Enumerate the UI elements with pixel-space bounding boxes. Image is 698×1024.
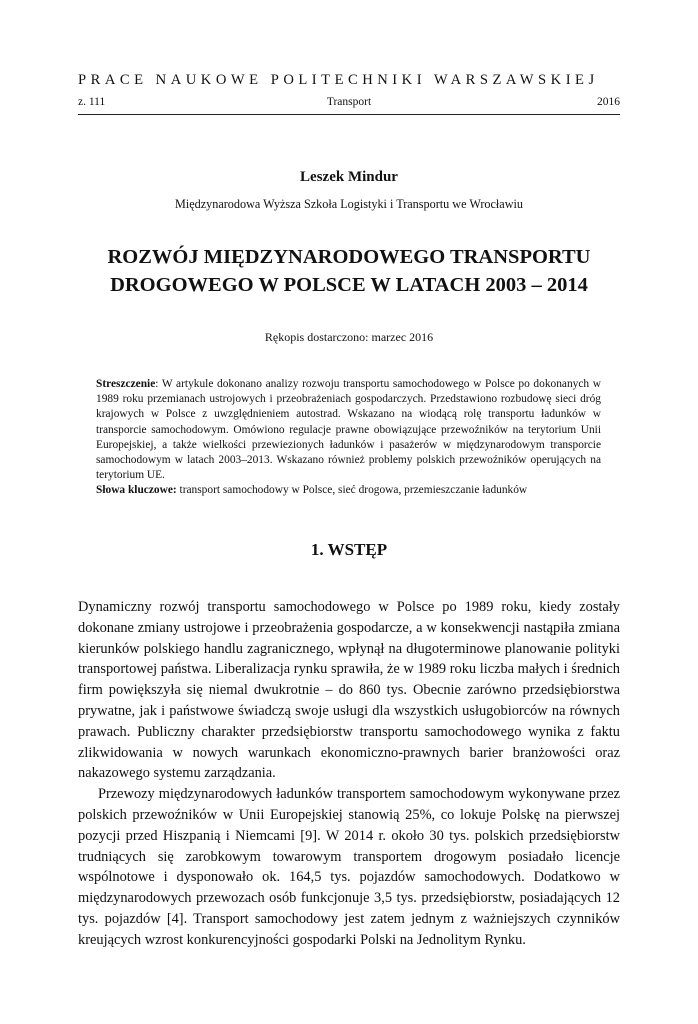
header-divider [78,114,620,115]
keywords-label: Słowa kluczowe: [96,484,177,497]
body-paragraph-1: Dynamiczny rozwój transportu samochodowego w Polsce po 1989 roku, kiedy zostały dokonane zmiany ustrojowe i przeobrażenia gospodarcze, a w konsekwencji nastąpiła zmiana kierunków polskiego handlu zagranicznego, wpłynął na długoterminowe planowanie polityki transportowej państwa. Liberalizacja rynku sprawiła, że w 1989 roku liczba małych i średnich firm powiększyła się niemal dwukrotnie – do 860 tys. Obecnie zarówno przedsiębiorstwa prywatne, jak i państwowe świadczą swoje usługi dla wszystkich usługobiorców na równych prawach. Publiczny charakter przedsiębiorstw transportu samochodowego wynika z faktu zlikwidowania w nowych warunkach ekonomiczno-prawnych barier branżowości oraz nakazowego systemu zarządzania. [78,599,620,782]
keywords-paragraph [96,483,601,498]
author-name: Leszek Mindur [300,169,398,185]
author-affiliation: Międzynarodowa Wyższa Szkoła Logistyki i Transportu we Wrocławiu [175,197,523,211]
abstract-paragraph [96,377,601,483]
publication-year: 2016 [597,96,620,108]
abstract-block [96,377,601,499]
section-heading: 1. WSTĘP [310,540,388,559]
article-title [78,243,620,299]
abstract-label: Streszczenie [96,378,156,390]
abstract-text: : W artykule dokonano analizy rozwoju transportu samochodowego w Polsce po dokonanych w 1989 roku przemianach ustrojowych i przeobrażeniach gospodarczych. Przedstawiono rozbudowę sieci dróg krajowych w Polsce z uwzględnieniem autostrad. Wskazano na wiodącą rolę transportu ładunków w transporcie samochodowym. Omówiono regulacje prawne obowiązujące przewoźników na terytorium Unii Europejskiej, a także wielkości przewiezionych ładunków i pasażerów w międzynarodowym transporcie samochodowym w latach 2003–2013. Wskazano również problemy polskich przewoźników operujących na terytorium UE. [96,378,601,482]
title-line-1: ROZWÓJ MIĘDZYNARODOWEGO TRANSPORTU [107,246,591,268]
journal-section: Transport [326,96,372,108]
keywords-text: transport samochodowy w Polsce, sieć drogowa, przemieszczanie ładunków [176,484,528,497]
body-text [78,597,620,951]
issue-number: z. 111 [78,96,106,108]
body-paragraph-2: Przewozy międzynarodowych ładunków transportem samochodowym wykonywane przez polskich przewoźników w Unii Europejskiej stanowią 25%, co lokuje Polskę na pierwszej pozycji przed Hiszpanią i Niemcami [9]. W 2014 r. około 30 tys. polskich przedsiębiorstw trudniących się zarobkowym towarowym transportem drogowym posiadało licencje wspólnotowe i dysponowało ok. 164,5 tys. pojazdów samochodowych. Dodatkowo w międzynarodowych przewozach osób funkcjonuje 3,5 tys. przedsiębiorstw, posiadających 12 tys. pojazdów [4]. Transport samochodowy jest zatem jednym z ważniejszych czynników kreujących wzrost konkurencyjności gospodarki Polski na Jednolitym Rynku. [78,786,620,948]
journal-name: PRACE NAUKOWE POLITECHNIKI WARSZAWSKIEJ [78,72,599,88]
journal-meta [78,96,620,112]
received-date: Rękopis dostarczono: marzec 2016 [264,330,434,344]
title-line-2: DROGOWEGO W POLSCE W LATACH 2003 – 2014 [110,274,588,296]
